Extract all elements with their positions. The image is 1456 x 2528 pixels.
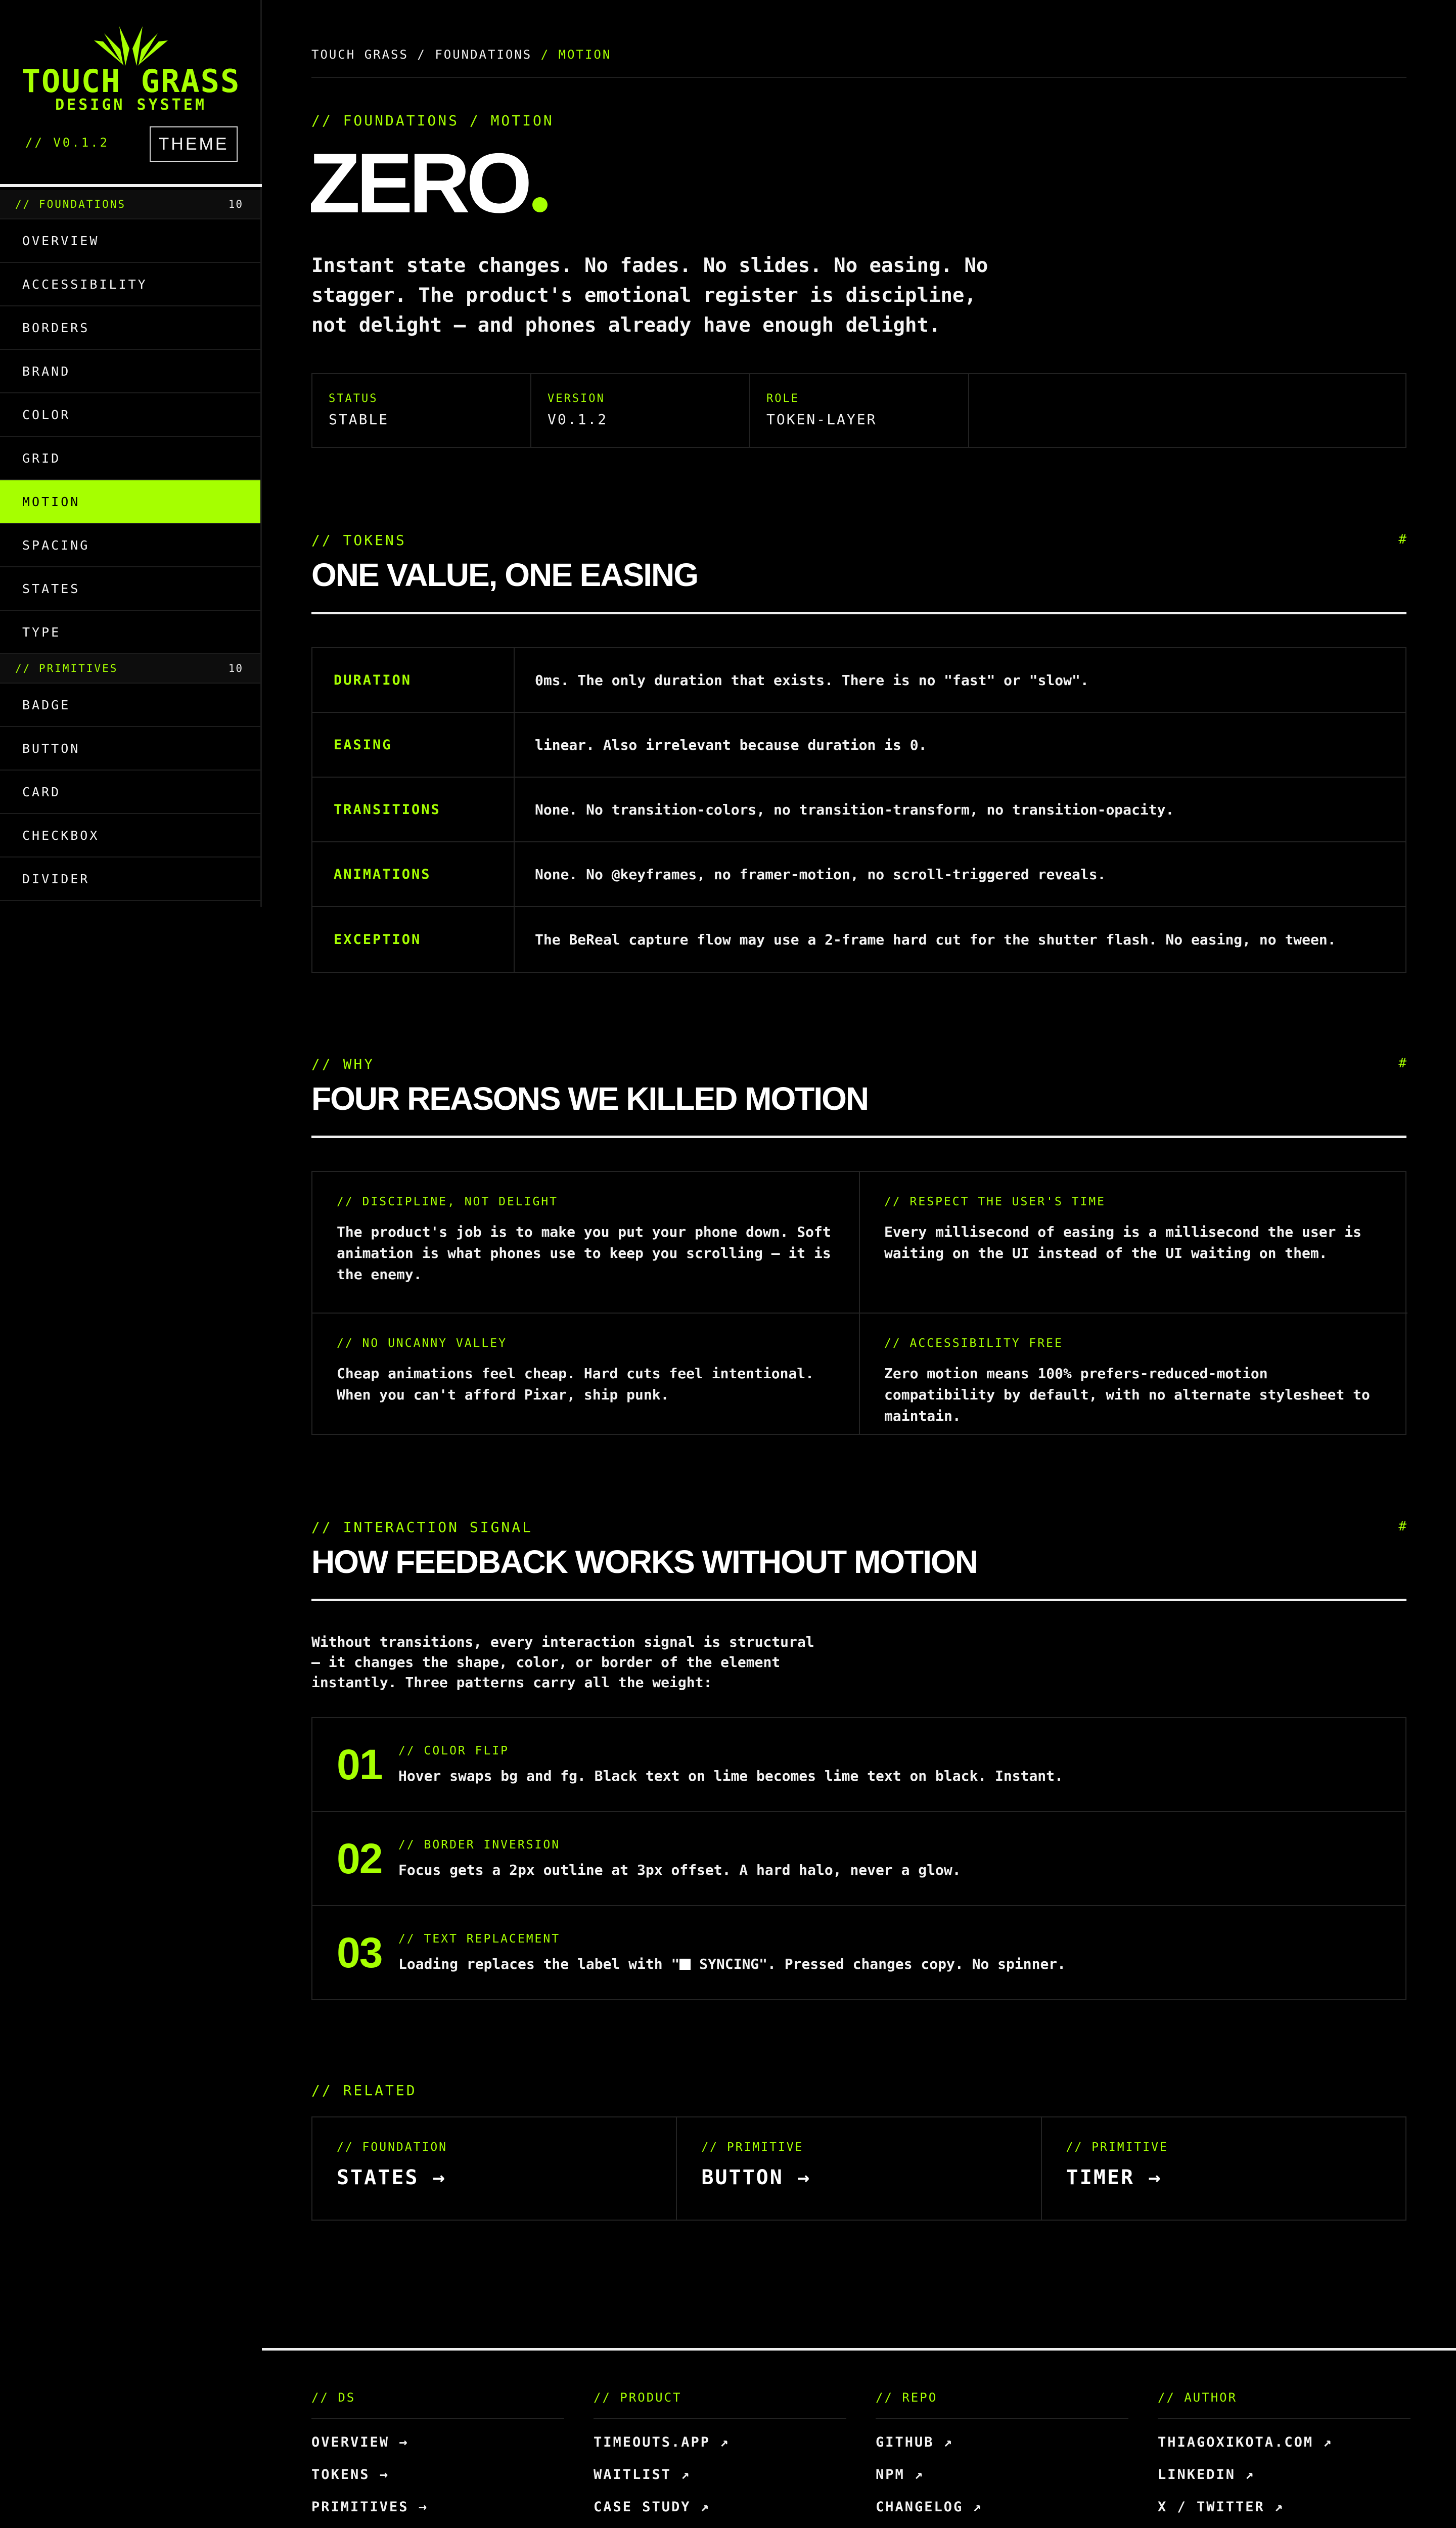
tokens-title: ONE VALUE, ONE EASING [311, 557, 698, 593]
meta-key: VERSION [548, 392, 605, 405]
section-rule [311, 1599, 1406, 1601]
table-row [312, 842, 1405, 907]
meta-version [531, 374, 750, 447]
why-title: FOUR REASONS WE KILLED MOTION [311, 1080, 869, 1117]
breadcrumb-separator: / [532, 48, 559, 62]
token-key: EXCEPTION [312, 907, 515, 972]
nav-group-foundations [0, 190, 260, 219]
related-eyebrow: // RELATED [311, 2082, 417, 2099]
related-link[interactable]: STATES → [337, 2166, 446, 2189]
reason-card [860, 1172, 1407, 1314]
meta-value: TOKEN-LAYER [766, 411, 877, 428]
footer-link[interactable]: GITHUB ↗ [876, 2434, 954, 2450]
interaction-anchor-link[interactable]: # [1398, 1519, 1406, 1534]
tokens-anchor-link[interactable]: # [1398, 532, 1406, 547]
interaction-lede: Without transitions, every interaction signal is structural — it changes the shape, color, or border of the element instantly. Three patterns carry all the weight: [311, 1634, 814, 1691]
footer-link[interactable]: WAITLIST ↗ [594, 2467, 691, 2482]
reasons-grid [311, 1171, 1406, 1435]
token-value: 0ms. The only duration that exists. There is no "fast" or "slow". [535, 671, 1089, 689]
token-value: The BeReal capture flow may use a 2-frame hard cut for the shutter flash. No easing, no tween. [535, 931, 1336, 948]
grass-logo-icon [94, 26, 168, 66]
sidebar-item-button[interactable]: BUTTON [0, 727, 260, 771]
tokens-eyebrow: // TOKENS [311, 532, 406, 549]
meta-empty [969, 374, 1188, 447]
breadcrumb-root[interactable]: TOUCH GRASS [311, 48, 408, 62]
related-card-button[interactable] [677, 2117, 1041, 2220]
meta-role [750, 374, 969, 447]
reason-key: // ACCESSIBILITY FREE [884, 1337, 1063, 1350]
pattern-text-pre: Loading replaces the label with " [398, 1956, 680, 1972]
nav-group-label: // PRIMITIVES [15, 662, 118, 674]
related-kind: // PRIMITIVE [1066, 2141, 1168, 2154]
list-item [312, 1906, 1405, 2000]
nav-group-primitives [0, 654, 260, 684]
interaction-eyebrow: // INTERACTION SIGNAL [311, 1519, 533, 1536]
accent-dot-icon [532, 197, 548, 212]
reason-text: The product's job is to make you put your phone down. Soft animation is what phones use to keep you scrolling — it is the enemy. [337, 1224, 831, 1283]
pattern-key: // BORDER INVERSION [398, 1838, 561, 1852]
footer-col-repo [876, 2390, 1128, 2528]
patterns-list [311, 1717, 1406, 2000]
footer-col-ds [311, 2390, 564, 2528]
sidebar-item-spacing[interactable]: SPACING [0, 524, 260, 567]
pattern-key: // TEXT REPLACEMENT [398, 1932, 561, 1946]
table-row [312, 713, 1405, 778]
section-rule [311, 612, 1406, 614]
reason-card [312, 1172, 860, 1314]
reason-key: // NO UNCANNY VALLEY [337, 1337, 507, 1350]
reason-key: // DISCIPLINE, NOT DELIGHT [337, 1195, 559, 1208]
nav-group-count: 10 [228, 198, 243, 210]
pattern-number: 02 [337, 1835, 382, 1882]
sidebar-item-overview[interactable]: OVERVIEW [0, 219, 260, 263]
theme-button[interactable]: THEME [150, 126, 238, 162]
breadcrumb-separator: / [408, 48, 435, 62]
meta-value: V0.1.2 [548, 411, 608, 428]
logo-title: TOUCH GRASS [21, 63, 241, 100]
breadcrumb-current: MOTION [558, 48, 612, 62]
pattern-text [398, 1956, 1066, 1972]
reason-text: Cheap animations feel cheap. Hard cuts feel intentional. When you can't afford Pixar, ship punk. [337, 1365, 814, 1403]
footer-link[interactable]: NPM ↗ [876, 2467, 925, 2482]
reason-key: // RESPECT THE USER'S TIME [884, 1195, 1106, 1208]
footer-link[interactable]: LINKEDIN ↗ [1158, 2467, 1255, 2482]
footer-link[interactable]: TIMEOUTS.APP ↗ [594, 2434, 730, 2450]
related-card-states[interactable] [312, 2117, 677, 2220]
table-row [312, 648, 1405, 713]
sidebar [0, 0, 262, 907]
sidebar-item-borders[interactable]: BORDERS [0, 306, 260, 350]
sidebar-item-type[interactable]: TYPE [0, 611, 260, 654]
list-item [312, 1812, 1405, 1906]
brand-block [0, 0, 262, 187]
token-value: None. No transition-colors, no transition-transform, no transition-opacity. [535, 801, 1174, 818]
pattern-number: 01 [337, 1741, 382, 1788]
version-label: // V0.1.2 [25, 136, 110, 150]
token-value: linear. Also irrelevant because duration is 0. [535, 736, 927, 753]
related-link[interactable]: TIMER → [1066, 2166, 1162, 2189]
token-key: DURATION [312, 648, 515, 712]
sidebar-item-color[interactable]: COLOR [0, 393, 260, 437]
footer-link[interactable]: THIAGOXIKOTA.COM ↗ [1158, 2434, 1333, 2450]
related-kind: // FOUNDATION [337, 2141, 448, 2154]
sidebar-item-grid[interactable]: GRID [0, 437, 260, 480]
footer-col-product [594, 2390, 846, 2516]
reason-text: Every millisecond of easing is a millisecond the user is waiting on the UI instead of the UI waiting on them. [884, 1224, 1362, 1261]
pattern-text: Hover swaps bg and fg. Black text on lime becomes lime text on black. Instant. [398, 1768, 1063, 1784]
why-eyebrow: // WHY [311, 1056, 375, 1072]
footer-heading: // PRODUCT [594, 2390, 846, 2419]
token-key: ANIMATIONS [312, 842, 515, 906]
sidebar-item-card[interactable]: CARD [0, 771, 260, 814]
footer-link[interactable]: OVERVIEW → [311, 2434, 409, 2450]
breadcrumb-section[interactable]: FOUNDATIONS [435, 48, 532, 62]
table-row [312, 907, 1405, 972]
why-anchor-link[interactable]: # [1398, 1056, 1406, 1071]
reason-card [860, 1314, 1407, 1435]
token-value: None. No @keyframes, no framer-motion, no scroll-triggered reveals. [535, 866, 1106, 883]
main-content [262, 0, 1456, 2528]
breadcrumb [311, 48, 611, 62]
related-cards [311, 2116, 1406, 2221]
footer-rule [262, 2348, 1456, 2351]
related-link[interactable]: BUTTON → [701, 2166, 811, 2189]
sidebar-item-checkbox[interactable]: CHECKBOX [0, 814, 260, 857]
footer-heading: // REPO [876, 2390, 1128, 2419]
pattern-key: // COLOR FLIP [398, 1744, 510, 1757]
footer-link[interactable]: CHANGELOG ↗ [876, 2499, 983, 2515]
sidebar-item-motion[interactable]: MOTION [0, 480, 260, 524]
page-title [308, 136, 548, 231]
sidebar-item-accessibility[interactable]: ACCESSIBILITY [0, 263, 260, 306]
sidebar-item-divider[interactable]: DIVIDER [0, 857, 260, 901]
sidebar-item-states[interactable]: STATES [0, 567, 260, 611]
square-glyph-icon [679, 1959, 691, 1970]
meta-status [312, 374, 531, 447]
reason-card [312, 1314, 860, 1435]
interaction-title: HOW FEEDBACK WORKS WITHOUT MOTION [311, 1544, 977, 1580]
related-kind: // PRIMITIVE [701, 2141, 804, 2154]
page-title-text: ZERO [308, 136, 528, 231]
pattern-text: Focus gets a 2px outline at 3px offset. A hard halo, never a glow. [398, 1862, 961, 1878]
footer-link[interactable]: X / TWITTER ↗ [1158, 2499, 1285, 2515]
footer-heading: // AUTHOR [1158, 2390, 1410, 2419]
sidebar-item-badge[interactable]: BADGE [0, 684, 260, 727]
footer-col-author [1158, 2390, 1410, 2516]
hero-eyebrow: // FOUNDATIONS / MOTION [311, 112, 554, 129]
table-row [312, 778, 1405, 842]
footer-heading: // DS [311, 2390, 564, 2419]
meta-key: STATUS [329, 392, 378, 405]
meta-strip [311, 373, 1406, 448]
token-key: TRANSITIONS [312, 778, 515, 841]
section-rule [311, 1136, 1406, 1138]
reason-text: Zero motion means 100% prefers-reduced-motion compatibility by default, with no alternate stylesheet to maintain. [884, 1365, 1370, 1424]
footer-link[interactable]: TOKENS → [311, 2467, 390, 2482]
pattern-text-post: SYNCING". Pressed changes copy. No spinner. [691, 1956, 1066, 1972]
sidebar-item-brand[interactable]: BRAND [0, 350, 260, 393]
nav-group-label: // FOUNDATIONS [15, 198, 126, 210]
meta-key: ROLE [766, 392, 799, 405]
hero-lede: Instant state changes. No fades. No slides. No easing. No stagger. The product's emotional register is discipline, not delight — and phones already have enough delight. [311, 254, 988, 337]
footer-link[interactable]: CASE STUDY ↗ [594, 2499, 711, 2515]
nav-group-count: 10 [228, 662, 243, 674]
footer-link[interactable]: PRIMITIVES → [311, 2499, 429, 2515]
related-card-timer[interactable] [1042, 2117, 1405, 2220]
tokens-table [311, 647, 1406, 973]
divider [311, 77, 1406, 78]
list-item [312, 1718, 1405, 1812]
pattern-number: 03 [337, 1929, 382, 1976]
logo-subtitle: DESIGN SYSTEM [55, 96, 207, 114]
meta-value: STABLE [329, 411, 389, 428]
token-key: EASING [312, 713, 515, 777]
